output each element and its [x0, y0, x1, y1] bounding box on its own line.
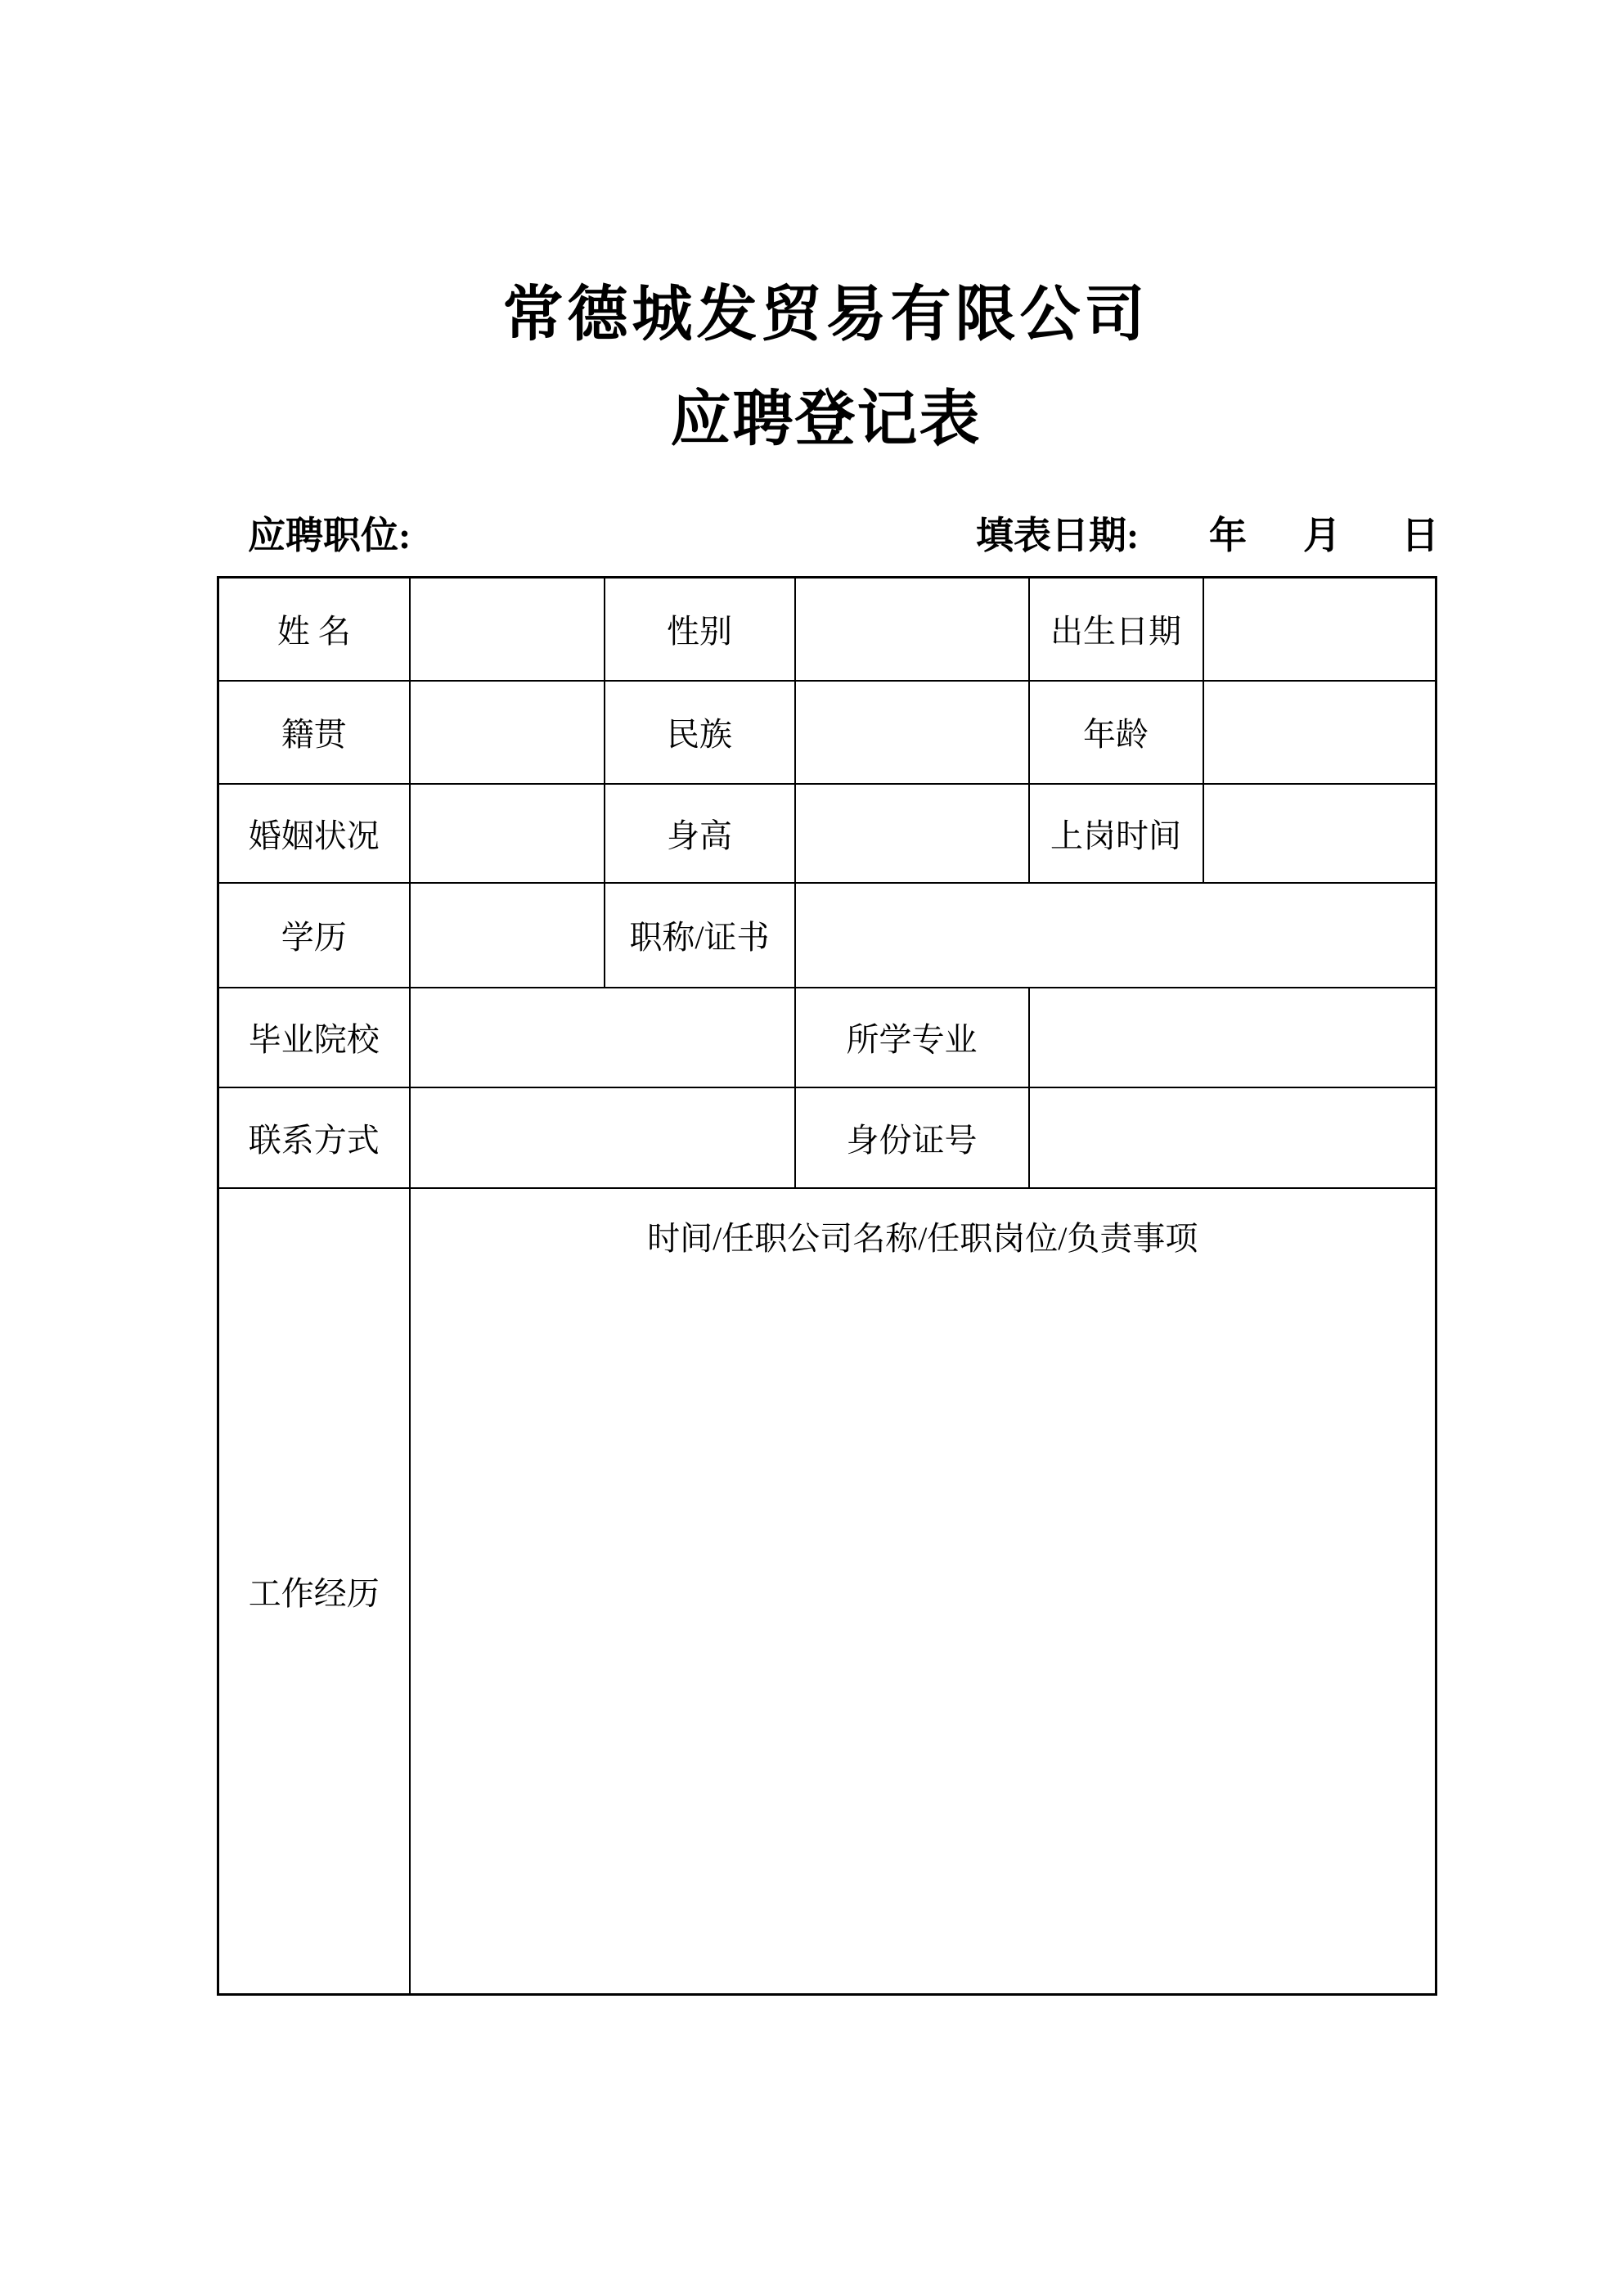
height-field[interactable] [795, 784, 1029, 883]
gender-field[interactable] [795, 578, 1029, 681]
company-title: 常德城发贸易有限公司 [502, 281, 1149, 349]
height-label: 身高 [605, 784, 795, 883]
major-field[interactable] [1029, 988, 1436, 1087]
form-table [217, 576, 1437, 1996]
contact-field[interactable] [410, 1087, 795, 1188]
day-field[interactable] [1354, 515, 1396, 557]
major-label: 所学专业 [795, 988, 1029, 1087]
age-label: 年龄 [1029, 681, 1203, 784]
marital-status-field[interactable] [410, 784, 605, 883]
title-certificate-field[interactable] [795, 883, 1436, 988]
meta-line [217, 515, 1439, 557]
contact-label: 联系方式 [218, 1087, 410, 1188]
birth-date-field[interactable] [1203, 578, 1436, 681]
table-row [218, 578, 1436, 681]
onboard-time-label: 上岗时间 [1029, 784, 1203, 883]
ethnicity-field[interactable] [795, 681, 1029, 784]
onboard-time-field[interactable] [1203, 784, 1436, 883]
id-number-field[interactable] [1029, 1087, 1436, 1188]
table-row [218, 1188, 1436, 1995]
month-field[interactable] [1257, 515, 1298, 557]
position-field[interactable] [438, 515, 749, 557]
work-experience-cell [410, 1188, 1436, 1995]
education-label: 学历 [218, 883, 410, 988]
age-field[interactable] [1203, 681, 1436, 784]
title-certificate-label: 职称/证书 [605, 883, 795, 988]
month-label: 月 [1303, 515, 1341, 556]
native-place-field[interactable] [410, 681, 605, 784]
ethnicity-label: 民族 [605, 681, 795, 784]
gender-label: 性别 [605, 578, 795, 681]
work-experience-column-header: 时间/任职公司名称/任职岗位/负责事项 [647, 1220, 1198, 1258]
year-label: 年 [1209, 515, 1247, 556]
id-number-label: 身份证号 [795, 1087, 1029, 1188]
marital-status-label: 婚姻状况 [218, 784, 410, 883]
native-place-label: 籍贯 [218, 681, 410, 784]
table-row [218, 784, 1436, 883]
education-field[interactable] [410, 883, 605, 988]
graduate-school-field[interactable] [410, 988, 795, 1087]
year-field[interactable] [1158, 515, 1203, 557]
form-title: 应聘登记表 [670, 386, 982, 453]
fill-date-label: 填表日期: [976, 515, 1140, 556]
name-label: 姓 名 [218, 578, 410, 681]
name-field[interactable] [410, 578, 605, 681]
work-experience-field[interactable] [411, 1258, 1436, 1961]
graduate-school-label: 毕业院校 [218, 988, 410, 1087]
position-label: 应聘职位: [248, 515, 411, 556]
table-row [218, 681, 1436, 784]
table-row [218, 883, 1436, 988]
work-experience-label: 工作经历 [218, 1188, 410, 1995]
table-row [218, 1087, 1436, 1188]
table-row [218, 988, 1436, 1087]
day-label: 日 [1401, 515, 1439, 556]
birth-date-label: 出生日期 [1029, 578, 1203, 681]
